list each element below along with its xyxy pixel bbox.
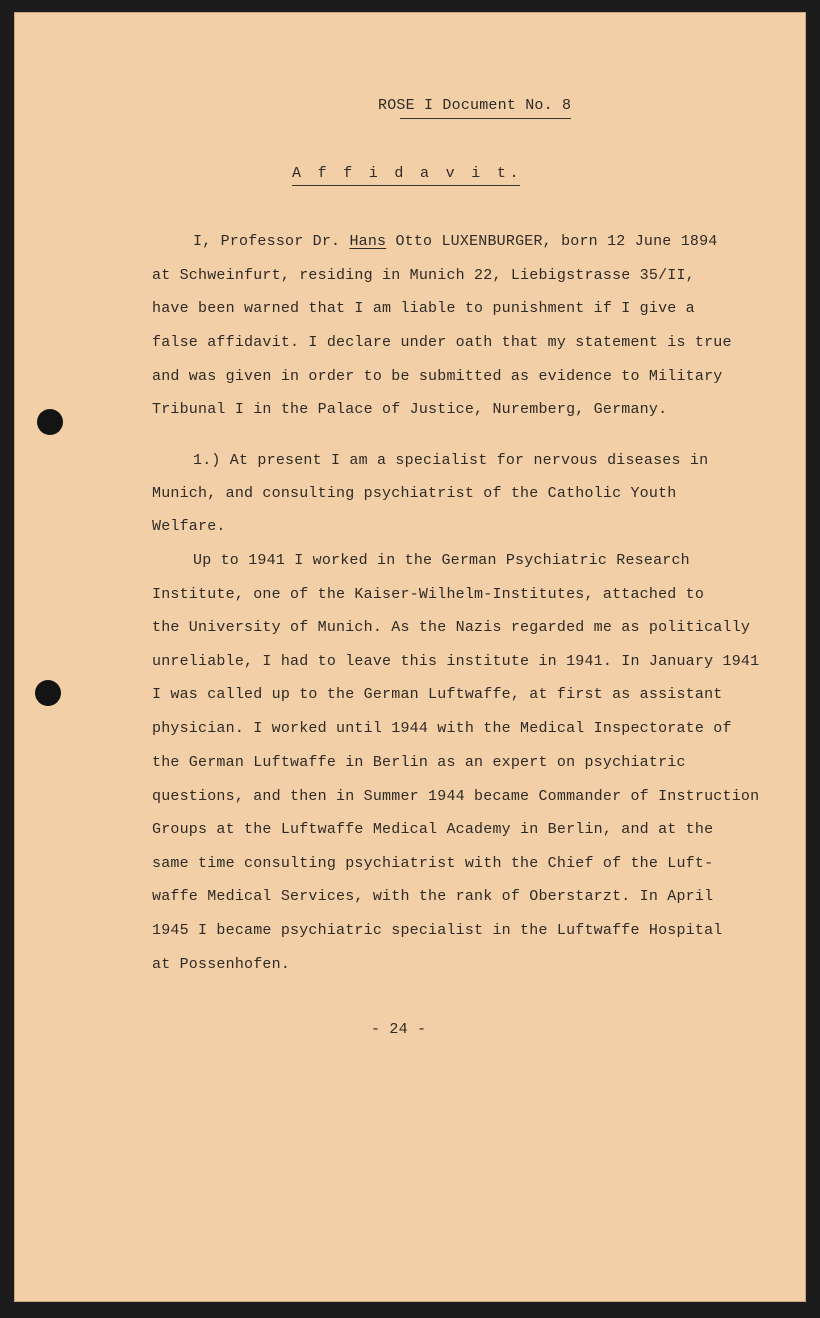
text-line: questions, and then in Summer 1944 became Commander of Instruction — [152, 788, 760, 805]
punch-hole — [37, 409, 63, 435]
text-line: the German Luftwaffe in Berlin as an expert on psychiatric — [152, 754, 686, 771]
text-line: unreliable, I had to leave this institute in 1941. In January 1941 — [152, 653, 760, 670]
paragraph-first-line: Up to 1941 I worked in the German Psychiatric Research — [193, 552, 690, 569]
text-line: the University of Munich. As the Nazis regarded me as politically — [152, 619, 751, 636]
document-id: ROSE I Document No. 8 — [378, 97, 572, 114]
punch-hole — [35, 680, 61, 706]
page-title — [292, 165, 522, 182]
text-line: at Schweinfurt, residing in Munich 22, Liebigstrasse 35/II, — [152, 267, 695, 284]
page-number: - 24 - — [371, 1021, 427, 1038]
text-line: Welfare. — [152, 518, 226, 535]
text-line: I was called up to the German Luftwaffe, at first as assistant — [152, 686, 723, 703]
title-underline — [292, 185, 520, 186]
document-header — [378, 97, 571, 114]
header-underline — [400, 118, 571, 119]
intro-prefix: I, Professor Dr. — [193, 233, 350, 250]
text-line: 1945 I became psychiatric specialist in the Luftwaffe Hospital — [152, 922, 723, 939]
text-line: have been warned that I am liable to punishment if I give a — [152, 300, 695, 317]
underlined-name: Hans — [349, 233, 387, 250]
text-line: Munich, and consulting psychiatrist of the Catholic Youth — [152, 485, 677, 502]
intro-suffix: Otto LUXENBURGER, born 12 June 1894 — [386, 233, 718, 250]
paragraph-first-line: 1.) At present I am a specialist for nervous diseases in — [193, 452, 709, 469]
title-text: A f f i d a v i t. — [292, 165, 523, 182]
text-line: false affidavit. I declare under oath that my statement is true — [152, 334, 732, 351]
text-line: Groups at the Luftwaffe Medical Academy in Berlin, and at the — [152, 821, 714, 838]
text-line: and was given in order to be submitted as evidence to Military — [152, 368, 723, 385]
text-line: Institute, one of the Kaiser-Wilhelm-Institutes, attached to — [152, 586, 705, 603]
text-line: at Possenhofen. — [152, 956, 291, 973]
intro-line — [193, 233, 718, 250]
text-line: waffe Medical Services, with the rank of Oberstarzt. In April — [152, 888, 714, 905]
text-line: Tribunal I in the Palace of Justice, Nuremberg, Germany. — [152, 401, 668, 418]
text-line: same time consulting psychiatrist with the Chief of the Luft- — [152, 855, 714, 872]
text-line: physician. I worked until 1944 with the Medical Inspectorate of — [152, 720, 732, 737]
